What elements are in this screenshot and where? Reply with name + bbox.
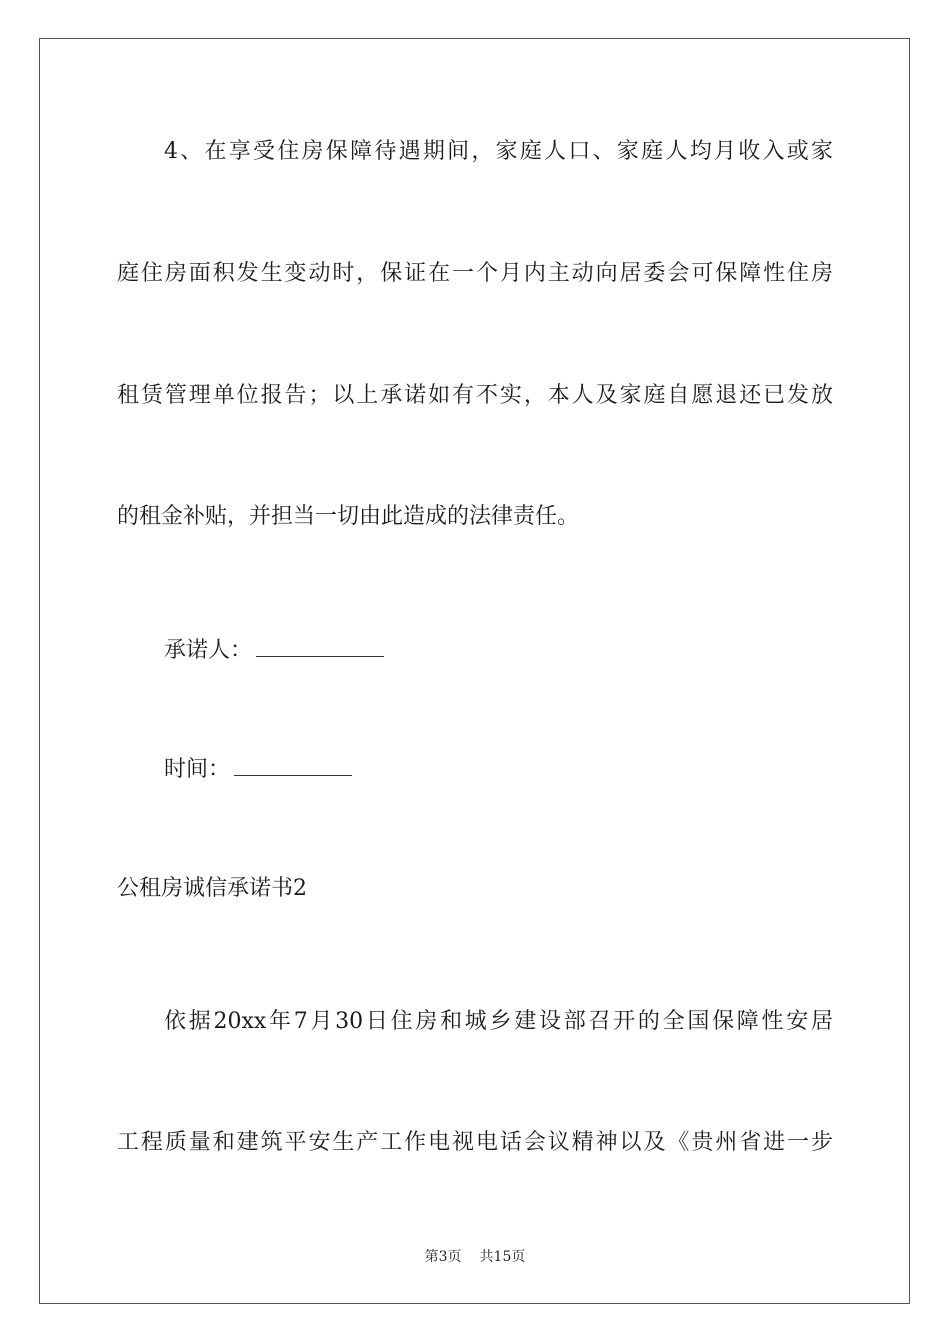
time-row: [164, 753, 352, 783]
paragraph-2-line-2: 工程质量和建筑平安生产工作电视电话会议精神以及《贵州省进一步: [117, 1130, 833, 1155]
page-footer: [0, 1247, 950, 1267]
promisor-signature-blank: [256, 634, 384, 657]
paragraph-1-line-3: 租赁管理单位报告；以上承诺如有不实，本人及家庭自愿退还已发放: [117, 383, 833, 408]
promisor-label: 承诺人：: [164, 638, 253, 663]
time-label: 时间：: [164, 757, 231, 782]
paragraph-1-line-2: 庭住房面积发生变动时，保证在一个月内主动向居委会可保障性住房: [117, 261, 833, 286]
promisor-row: [164, 634, 384, 664]
paragraph-2-line-1: 依据20xx年7月30日住房和城乡建设部召开的全国保障性安居: [164, 1009, 833, 1034]
paragraph-1-line-1: 4、在享受住房保障待遇期间，家庭人口、家庭人均月收入或家: [164, 139, 833, 164]
page-number-current: 第3页: [424, 1249, 462, 1265]
page-frame: [39, 38, 910, 1304]
page-number-total: 共15页: [479, 1249, 526, 1265]
section-title: 公租房诚信承诺书2: [117, 876, 307, 901]
time-blank: [234, 753, 352, 776]
paragraph-1-line-4: 的租金补贴，并担当一切由此造成的法律责任。: [117, 504, 580, 529]
